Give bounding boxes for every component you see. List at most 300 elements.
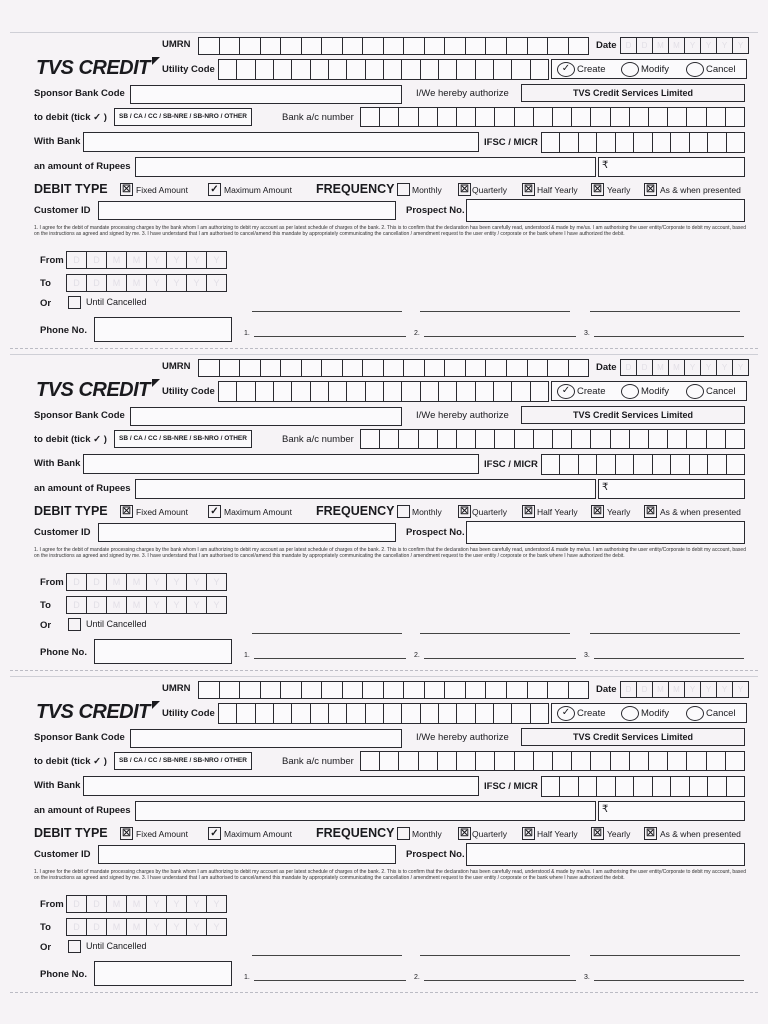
grid-cell[interactable] bbox=[384, 38, 405, 54]
bank-account-field[interactable] bbox=[360, 429, 745, 449]
grid-cell[interactable] bbox=[515, 108, 534, 126]
date-cell[interactable]: M bbox=[107, 597, 127, 613]
grid-cell[interactable] bbox=[240, 38, 261, 54]
grid-cell[interactable] bbox=[653, 133, 671, 152]
date-cell[interactable]: M bbox=[669, 360, 685, 375]
grid-cell[interactable] bbox=[261, 682, 282, 698]
grid-cell[interactable] bbox=[439, 382, 457, 401]
date-cell[interactable]: Y bbox=[167, 275, 187, 291]
date-cell[interactable]: D bbox=[637, 360, 653, 375]
grid-cell[interactable] bbox=[384, 382, 402, 401]
grid-cell[interactable] bbox=[611, 752, 630, 770]
grid-cell[interactable] bbox=[515, 430, 534, 448]
grid-cell[interactable] bbox=[649, 108, 668, 126]
date-cell[interactable]: M bbox=[127, 597, 147, 613]
grid-cell[interactable] bbox=[569, 360, 590, 376]
grid-cell[interactable] bbox=[591, 108, 610, 126]
as-when-checkbox[interactable]: ☒ bbox=[644, 505, 657, 518]
umrn-field[interactable] bbox=[198, 681, 589, 699]
date-cell[interactable]: Y bbox=[207, 597, 227, 613]
grid-cell[interactable] bbox=[457, 752, 476, 770]
grid-cell[interactable] bbox=[256, 60, 274, 79]
grid-cell[interactable] bbox=[366, 382, 384, 401]
grid-cell[interactable] bbox=[579, 455, 597, 474]
grid-cell[interactable] bbox=[322, 682, 343, 698]
grid-cell[interactable] bbox=[311, 382, 329, 401]
grid-cell[interactable] bbox=[611, 430, 630, 448]
utility-code-field[interactable] bbox=[218, 59, 549, 80]
signature-line-2[interactable] bbox=[424, 980, 576, 981]
grid-cell[interactable] bbox=[534, 108, 553, 126]
date-cell[interactable]: Y bbox=[733, 360, 749, 375]
date-cell[interactable]: M bbox=[127, 896, 147, 912]
grid-cell[interactable] bbox=[237, 382, 255, 401]
grid-cell[interactable] bbox=[495, 752, 514, 770]
grid-cell[interactable] bbox=[486, 38, 507, 54]
date-cell[interactable]: D bbox=[87, 275, 107, 291]
grid-cell[interactable] bbox=[591, 430, 610, 448]
grid-cell[interactable] bbox=[219, 382, 237, 401]
grid-cell[interactable] bbox=[597, 777, 615, 796]
grid-cell[interactable] bbox=[274, 382, 292, 401]
grid-cell[interactable] bbox=[425, 360, 446, 376]
grid-cell[interactable] bbox=[404, 682, 425, 698]
bank-account-field[interactable] bbox=[360, 751, 745, 771]
date-cell[interactable]: M bbox=[107, 275, 127, 291]
until-cancelled-checkbox[interactable] bbox=[68, 940, 81, 953]
grid-cell[interactable] bbox=[634, 455, 652, 474]
grid-cell[interactable] bbox=[402, 382, 420, 401]
date-cell[interactable]: D bbox=[621, 38, 637, 53]
grid-cell[interactable] bbox=[256, 704, 274, 723]
grid-cell[interactable] bbox=[690, 133, 708, 152]
sponsor-bank-field[interactable] bbox=[130, 729, 402, 748]
grid-cell[interactable] bbox=[528, 360, 549, 376]
grid-cell[interactable] bbox=[219, 704, 237, 723]
grid-cell[interactable] bbox=[726, 108, 745, 126]
utility-code-field[interactable] bbox=[218, 703, 549, 724]
date-cell[interactable]: M bbox=[127, 275, 147, 291]
grid-cell[interactable] bbox=[466, 682, 487, 698]
date-cell[interactable]: D bbox=[67, 919, 87, 935]
grid-cell[interactable] bbox=[322, 38, 343, 54]
grid-cell[interactable] bbox=[560, 455, 578, 474]
date-cell[interactable]: M bbox=[107, 574, 127, 590]
date-cell[interactable]: Y bbox=[187, 597, 207, 613]
date-cell[interactable]: M bbox=[669, 682, 685, 697]
grid-cell[interactable] bbox=[421, 704, 439, 723]
grid-cell[interactable] bbox=[402, 704, 420, 723]
grid-cell[interactable] bbox=[668, 752, 687, 770]
create-option[interactable]: ✓ bbox=[557, 706, 575, 721]
date-cell[interactable]: M bbox=[653, 38, 669, 53]
grid-cell[interactable] bbox=[727, 133, 745, 152]
grid-cell[interactable] bbox=[261, 360, 282, 376]
grid-cell[interactable] bbox=[439, 60, 457, 79]
as-when-checkbox[interactable]: ☒ bbox=[644, 827, 657, 840]
grid-cell[interactable] bbox=[237, 60, 255, 79]
yearly-checkbox[interactable]: ☒ bbox=[591, 183, 604, 196]
grid-cell[interactable] bbox=[560, 777, 578, 796]
ifsc-field[interactable] bbox=[541, 776, 745, 797]
grid-cell[interactable] bbox=[438, 752, 457, 770]
date-cell[interactable]: M bbox=[127, 919, 147, 935]
grid-cell[interactable] bbox=[495, 430, 514, 448]
grid-cell[interactable] bbox=[687, 430, 706, 448]
grid-cell[interactable] bbox=[572, 108, 591, 126]
monthly-checkbox[interactable] bbox=[397, 827, 410, 840]
grid-cell[interactable] bbox=[274, 60, 292, 79]
grid-cell[interactable] bbox=[237, 704, 255, 723]
date-cell[interactable]: Y bbox=[717, 38, 733, 53]
date-field[interactable] bbox=[620, 37, 749, 54]
grid-cell[interactable] bbox=[507, 682, 528, 698]
cancel-option[interactable] bbox=[686, 706, 704, 721]
grid-cell[interactable] bbox=[569, 38, 590, 54]
grid-cell[interactable] bbox=[515, 752, 534, 770]
grid-cell[interactable] bbox=[707, 108, 726, 126]
grid-cell[interactable] bbox=[380, 108, 399, 126]
date-cell[interactable]: Y bbox=[187, 919, 207, 935]
grid-cell[interactable] bbox=[507, 38, 528, 54]
grid-cell[interactable] bbox=[634, 133, 652, 152]
grid-cell[interactable] bbox=[476, 60, 494, 79]
date-cell[interactable]: Y bbox=[685, 38, 701, 53]
grid-cell[interactable] bbox=[366, 704, 384, 723]
phone-field[interactable] bbox=[94, 961, 232, 986]
grid-cell[interactable] bbox=[726, 430, 745, 448]
grid-cell[interactable] bbox=[402, 60, 420, 79]
grid-cell[interactable] bbox=[548, 360, 569, 376]
grid-cell[interactable] bbox=[630, 430, 649, 448]
grid-cell[interactable] bbox=[534, 752, 553, 770]
date-cell[interactable]: D bbox=[621, 360, 637, 375]
grid-cell[interactable] bbox=[329, 704, 347, 723]
grid-cell[interactable] bbox=[421, 382, 439, 401]
grid-cell[interactable] bbox=[542, 777, 560, 796]
date-cell[interactable]: D bbox=[67, 574, 87, 590]
grid-cell[interactable] bbox=[476, 382, 494, 401]
date-cell[interactable]: Y bbox=[685, 360, 701, 375]
grid-cell[interactable] bbox=[404, 360, 425, 376]
grid-cell[interactable] bbox=[534, 430, 553, 448]
signature-line-3[interactable] bbox=[594, 658, 744, 659]
signature-line-1[interactable] bbox=[254, 336, 406, 337]
as-when-checkbox[interactable]: ☒ bbox=[644, 183, 657, 196]
grid-cell[interactable] bbox=[486, 360, 507, 376]
monthly-checkbox[interactable] bbox=[397, 183, 410, 196]
grid-cell[interactable] bbox=[220, 38, 241, 54]
prospect-field[interactable] bbox=[466, 843, 745, 866]
grid-cell[interactable] bbox=[476, 430, 495, 448]
grid-cell[interactable] bbox=[671, 777, 689, 796]
grid-cell[interactable] bbox=[687, 752, 706, 770]
grid-cell[interactable] bbox=[363, 682, 384, 698]
phone-field[interactable] bbox=[94, 639, 232, 664]
prospect-field[interactable] bbox=[466, 199, 745, 222]
grid-cell[interactable] bbox=[292, 60, 310, 79]
account-type-field[interactable]: SB / CA / CC / SB-NRE / SB-NRO / OTHER bbox=[114, 430, 252, 448]
grid-cell[interactable] bbox=[425, 682, 446, 698]
grid-cell[interactable] bbox=[476, 704, 494, 723]
grid-cell[interactable] bbox=[512, 382, 530, 401]
date-cell[interactable]: Y bbox=[187, 896, 207, 912]
grid-cell[interactable] bbox=[531, 704, 549, 723]
date-cell[interactable]: Y bbox=[147, 597, 167, 613]
date-cell[interactable]: D bbox=[67, 252, 87, 268]
grid-cell[interactable] bbox=[653, 777, 671, 796]
date-cell[interactable]: Y bbox=[733, 682, 749, 697]
customer-id-field[interactable] bbox=[98, 201, 396, 220]
customer-id-field[interactable] bbox=[98, 845, 396, 864]
grid-cell[interactable] bbox=[419, 430, 438, 448]
grid-cell[interactable] bbox=[548, 682, 569, 698]
grid-cell[interactable] bbox=[302, 360, 323, 376]
with-bank-field[interactable] bbox=[83, 454, 479, 474]
quarterly-checkbox[interactable]: ☒ bbox=[458, 827, 471, 840]
bank-account-field[interactable] bbox=[360, 107, 745, 127]
grid-cell[interactable] bbox=[572, 430, 591, 448]
grid-cell[interactable] bbox=[466, 360, 487, 376]
from-date-field[interactable] bbox=[66, 251, 227, 269]
amount-words-field[interactable] bbox=[135, 157, 596, 177]
date-cell[interactable]: M bbox=[107, 896, 127, 912]
date-cell[interactable]: Y bbox=[701, 38, 717, 53]
date-field[interactable] bbox=[620, 681, 749, 698]
date-cell[interactable]: D bbox=[637, 38, 653, 53]
grid-cell[interactable] bbox=[292, 704, 310, 723]
grid-cell[interactable] bbox=[690, 777, 708, 796]
grid-cell[interactable] bbox=[569, 682, 590, 698]
grid-cell[interactable] bbox=[361, 430, 380, 448]
date-cell[interactable]: Y bbox=[147, 252, 167, 268]
grid-cell[interactable] bbox=[220, 682, 241, 698]
grid-cell[interactable] bbox=[553, 430, 572, 448]
grid-cell[interactable] bbox=[363, 38, 384, 54]
grid-cell[interactable] bbox=[256, 382, 274, 401]
grid-cell[interactable] bbox=[616, 777, 634, 796]
grid-cell[interactable] bbox=[329, 382, 347, 401]
date-cell[interactable]: Y bbox=[147, 896, 167, 912]
account-type-field[interactable]: SB / CA / CC / SB-NRE / SB-NRO / OTHER bbox=[114, 108, 252, 126]
until-cancelled-checkbox[interactable] bbox=[68, 618, 81, 631]
date-cell[interactable]: Y bbox=[701, 682, 717, 697]
fixed-amount-checkbox[interactable]: ☒ bbox=[120, 827, 133, 840]
grid-cell[interactable] bbox=[494, 60, 512, 79]
grid-cell[interactable] bbox=[421, 60, 439, 79]
grid-cell[interactable] bbox=[343, 682, 364, 698]
date-cell[interactable]: D bbox=[637, 682, 653, 697]
date-cell[interactable]: Y bbox=[167, 896, 187, 912]
date-cell[interactable]: M bbox=[669, 38, 685, 53]
fixed-amount-checkbox[interactable]: ☒ bbox=[120, 183, 133, 196]
grid-cell[interactable] bbox=[311, 60, 329, 79]
grid-cell[interactable] bbox=[384, 60, 402, 79]
sponsor-bank-field[interactable] bbox=[130, 85, 402, 104]
date-cell[interactable]: Y bbox=[147, 919, 167, 935]
to-date-field[interactable] bbox=[66, 596, 227, 614]
grid-cell[interactable] bbox=[597, 455, 615, 474]
grid-cell[interactable] bbox=[708, 777, 726, 796]
grid-cell[interactable] bbox=[687, 108, 706, 126]
grid-cell[interactable] bbox=[274, 704, 292, 723]
signature-line-3[interactable] bbox=[594, 336, 744, 337]
date-cell[interactable]: Y bbox=[207, 574, 227, 590]
to-date-field[interactable] bbox=[66, 918, 227, 936]
grid-cell[interactable] bbox=[361, 108, 380, 126]
grid-cell[interactable] bbox=[548, 38, 569, 54]
until-cancelled-checkbox[interactable] bbox=[68, 296, 81, 309]
grid-cell[interactable] bbox=[597, 133, 615, 152]
grid-cell[interactable] bbox=[649, 430, 668, 448]
grid-cell[interactable] bbox=[616, 133, 634, 152]
half-yearly-checkbox[interactable]: ☒ bbox=[522, 505, 535, 518]
max-amount-checkbox[interactable]: ✓ bbox=[208, 827, 221, 840]
date-cell[interactable]: M bbox=[127, 574, 147, 590]
monthly-checkbox[interactable] bbox=[397, 505, 410, 518]
grid-cell[interactable] bbox=[531, 382, 549, 401]
grid-cell[interactable] bbox=[199, 360, 220, 376]
grid-cell[interactable] bbox=[668, 108, 687, 126]
quarterly-checkbox[interactable]: ☒ bbox=[458, 505, 471, 518]
date-cell[interactable]: D bbox=[87, 574, 107, 590]
modify-option[interactable] bbox=[621, 62, 639, 77]
grid-cell[interactable] bbox=[219, 60, 237, 79]
create-option[interactable]: ✓ bbox=[557, 384, 575, 399]
grid-cell[interactable] bbox=[199, 682, 220, 698]
grid-cell[interactable] bbox=[292, 382, 310, 401]
cancel-option[interactable] bbox=[686, 384, 704, 399]
grid-cell[interactable] bbox=[363, 360, 384, 376]
date-cell[interactable]: M bbox=[107, 919, 127, 935]
grid-cell[interactable] bbox=[616, 455, 634, 474]
grid-cell[interactable] bbox=[707, 430, 726, 448]
grid-cell[interactable] bbox=[507, 360, 528, 376]
amount-words-field[interactable] bbox=[135, 801, 596, 821]
date-cell[interactable]: D bbox=[87, 896, 107, 912]
date-cell[interactable]: D bbox=[67, 896, 87, 912]
prospect-field[interactable] bbox=[466, 521, 745, 544]
grid-cell[interactable] bbox=[727, 455, 745, 474]
date-field[interactable] bbox=[620, 359, 749, 376]
grid-cell[interactable] bbox=[380, 752, 399, 770]
date-cell[interactable]: Y bbox=[207, 275, 227, 291]
grid-cell[interactable] bbox=[240, 682, 261, 698]
umrn-field[interactable] bbox=[198, 359, 589, 377]
date-cell[interactable]: Y bbox=[187, 275, 207, 291]
phone-field[interactable] bbox=[94, 317, 232, 342]
grid-cell[interactable] bbox=[457, 108, 476, 126]
grid-cell[interactable] bbox=[399, 430, 418, 448]
date-cell[interactable]: Y bbox=[167, 574, 187, 590]
grid-cell[interactable] bbox=[512, 704, 530, 723]
grid-cell[interactable] bbox=[707, 752, 726, 770]
grid-cell[interactable] bbox=[528, 682, 549, 698]
grid-cell[interactable] bbox=[347, 382, 365, 401]
grid-cell[interactable] bbox=[611, 108, 630, 126]
from-date-field[interactable] bbox=[66, 573, 227, 591]
grid-cell[interactable] bbox=[457, 430, 476, 448]
grid-cell[interactable] bbox=[634, 777, 652, 796]
grid-cell[interactable] bbox=[494, 382, 512, 401]
grid-cell[interactable] bbox=[384, 682, 405, 698]
date-cell[interactable]: M bbox=[127, 252, 147, 268]
grid-cell[interactable] bbox=[531, 60, 549, 79]
half-yearly-checkbox[interactable]: ☒ bbox=[522, 183, 535, 196]
date-cell[interactable]: Y bbox=[187, 252, 207, 268]
grid-cell[interactable] bbox=[579, 133, 597, 152]
date-cell[interactable]: Y bbox=[733, 38, 749, 53]
modify-option[interactable] bbox=[621, 706, 639, 721]
amount-figures-field[interactable] bbox=[598, 479, 745, 499]
amount-figures-field[interactable] bbox=[598, 157, 745, 177]
grid-cell[interactable] bbox=[281, 38, 302, 54]
date-cell[interactable]: Y bbox=[167, 252, 187, 268]
grid-cell[interactable] bbox=[572, 752, 591, 770]
date-cell[interactable]: Y bbox=[147, 574, 167, 590]
date-cell[interactable]: Y bbox=[685, 682, 701, 697]
date-cell[interactable]: Y bbox=[207, 252, 227, 268]
grid-cell[interactable] bbox=[220, 360, 241, 376]
grid-cell[interactable] bbox=[649, 752, 668, 770]
grid-cell[interactable] bbox=[311, 704, 329, 723]
yearly-checkbox[interactable]: ☒ bbox=[591, 505, 604, 518]
account-type-field[interactable]: SB / CA / CC / SB-NRE / SB-NRO / OTHER bbox=[114, 752, 252, 770]
grid-cell[interactable] bbox=[591, 752, 610, 770]
date-cell[interactable]: Y bbox=[207, 919, 227, 935]
date-cell[interactable]: Y bbox=[167, 919, 187, 935]
grid-cell[interactable] bbox=[630, 752, 649, 770]
grid-cell[interactable] bbox=[302, 38, 323, 54]
grid-cell[interactable] bbox=[466, 38, 487, 54]
grid-cell[interactable] bbox=[329, 60, 347, 79]
grid-cell[interactable] bbox=[399, 108, 418, 126]
signature-line-3[interactable] bbox=[594, 980, 744, 981]
grid-cell[interactable] bbox=[322, 360, 343, 376]
grid-cell[interactable] bbox=[708, 133, 726, 152]
grid-cell[interactable] bbox=[361, 752, 380, 770]
grid-cell[interactable] bbox=[445, 360, 466, 376]
grid-cell[interactable] bbox=[542, 133, 560, 152]
date-cell[interactable]: M bbox=[653, 682, 669, 697]
grid-cell[interactable] bbox=[439, 704, 457, 723]
grid-cell[interactable] bbox=[445, 682, 466, 698]
date-cell[interactable]: Y bbox=[717, 360, 733, 375]
date-cell[interactable]: D bbox=[67, 275, 87, 291]
signature-line-2[interactable] bbox=[424, 658, 576, 659]
grid-cell[interactable] bbox=[476, 752, 495, 770]
date-cell[interactable]: D bbox=[67, 597, 87, 613]
grid-cell[interactable] bbox=[199, 38, 220, 54]
signature-line-1[interactable] bbox=[254, 658, 406, 659]
umrn-field[interactable] bbox=[198, 37, 589, 55]
grid-cell[interactable] bbox=[653, 455, 671, 474]
amount-words-field[interactable] bbox=[135, 479, 596, 499]
with-bank-field[interactable] bbox=[83, 776, 479, 796]
to-date-field[interactable] bbox=[66, 274, 227, 292]
ifsc-field[interactable] bbox=[541, 132, 745, 153]
grid-cell[interactable] bbox=[261, 38, 282, 54]
grid-cell[interactable] bbox=[366, 60, 384, 79]
grid-cell[interactable] bbox=[690, 455, 708, 474]
grid-cell[interactable] bbox=[404, 38, 425, 54]
from-date-field[interactable] bbox=[66, 895, 227, 913]
grid-cell[interactable] bbox=[726, 752, 745, 770]
grid-cell[interactable] bbox=[457, 60, 475, 79]
grid-cell[interactable] bbox=[553, 108, 572, 126]
grid-cell[interactable] bbox=[347, 704, 365, 723]
grid-cell[interactable] bbox=[445, 38, 466, 54]
